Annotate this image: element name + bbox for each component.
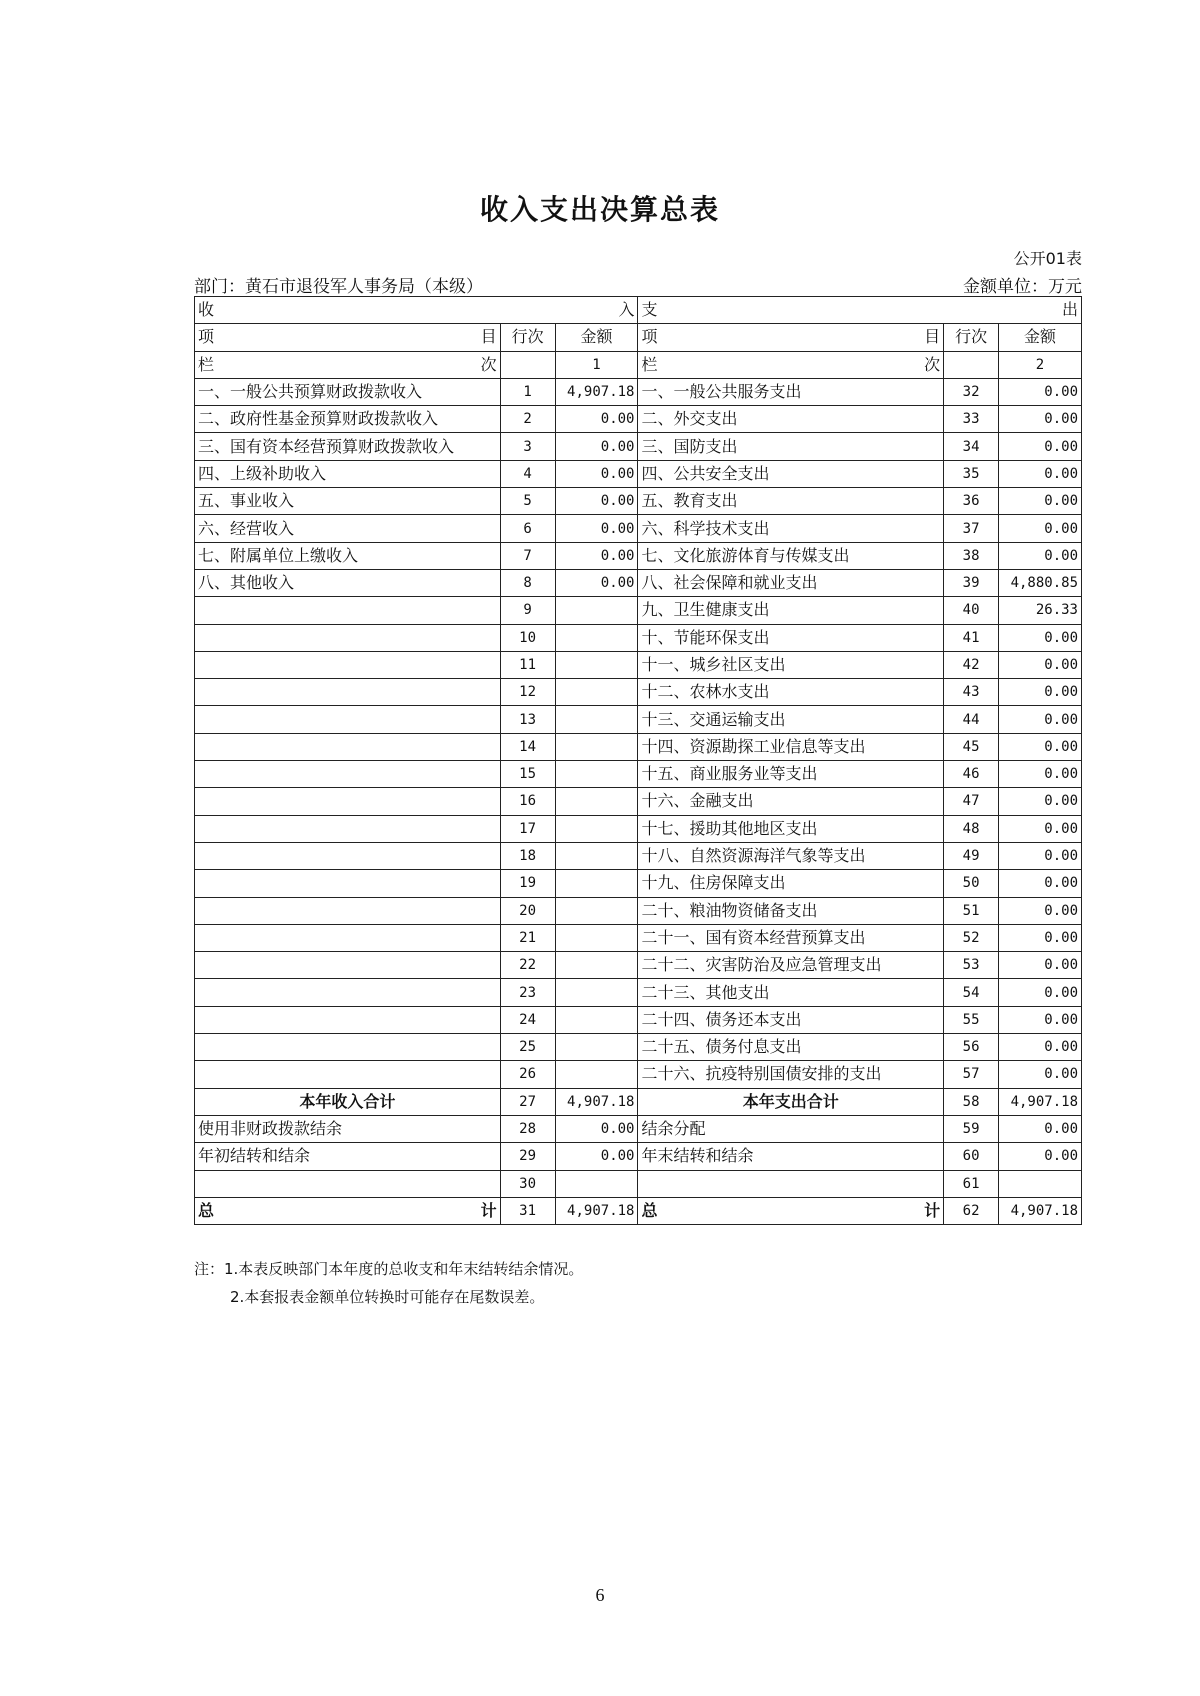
- income-line-no: 19: [500, 870, 555, 897]
- income-amount: [555, 924, 638, 951]
- expense-amount: 0.00: [999, 761, 1082, 788]
- expense-amount: 0.00: [999, 733, 1082, 760]
- note-2: 2.本套报表金额单位转换时可能存在尾数误差。: [230, 1288, 545, 1306]
- expense-amount: 0.00: [999, 815, 1082, 842]
- expense-section-header: 支 出: [638, 297, 1082, 324]
- income-amount: 0.00: [555, 406, 638, 433]
- subtotal-row: [195, 1088, 1082, 1115]
- income-item: 八、其他收入: [195, 569, 501, 596]
- income-item: 使用非财政拨款结余: [195, 1115, 501, 1142]
- income-item: 七、附属单位上缴收入: [195, 542, 501, 569]
- income-item: [195, 788, 501, 815]
- table-row: [195, 1006, 1082, 1033]
- table-row: [195, 433, 1082, 460]
- income-item: [195, 706, 501, 733]
- table-row: [195, 651, 1082, 678]
- expense-line-no: 48: [944, 815, 999, 842]
- income-amount: [555, 979, 638, 1006]
- income-line-no: 17: [500, 815, 555, 842]
- income-line-no: 14: [500, 733, 555, 760]
- expense-item: 十九、住房保障支出: [638, 870, 944, 897]
- income-item: [195, 761, 501, 788]
- income-item: [195, 597, 501, 624]
- expense-amount: 0.00: [999, 924, 1082, 951]
- income-line-no: 30: [500, 1170, 555, 1197]
- income-amount: 0.00: [555, 542, 638, 569]
- expense-line-no: 40: [944, 597, 999, 624]
- income-amount: [555, 706, 638, 733]
- expense-line-no: 41: [944, 624, 999, 651]
- income-line-no: 28: [500, 1115, 555, 1142]
- income-line-no: 24: [500, 1006, 555, 1033]
- form-number: 公开01表: [1013, 249, 1082, 268]
- income-line-no: 21: [500, 924, 555, 951]
- income-amount: 0.00: [555, 1143, 638, 1170]
- income-amount: 4,907.18: [555, 1088, 638, 1115]
- expense-line-no: 58: [944, 1088, 999, 1115]
- income-line-header: 行次: [500, 324, 555, 351]
- footnotes: [194, 1255, 583, 1311]
- expense-item: 十八、自然资源海洋气象等支出: [638, 842, 944, 869]
- income-line-no: 15: [500, 761, 555, 788]
- expense-line-no: 53: [944, 952, 999, 979]
- income-item: [195, 679, 501, 706]
- expense-item: 二十、粮油物资储备支出: [638, 897, 944, 924]
- expense-amount: 0.00: [999, 1061, 1082, 1088]
- income-total-label: 总 计: [195, 1197, 501, 1224]
- income-item: [195, 1170, 501, 1197]
- expense-item: 十四、资源勘探工业信息等支出: [638, 733, 944, 760]
- expense-line-no: 57: [944, 1061, 999, 1088]
- table-row: [195, 979, 1082, 1006]
- table-row: [195, 924, 1082, 951]
- income-line-no: 16: [500, 788, 555, 815]
- income-total-line-no: 31: [500, 1197, 555, 1224]
- expense-item: 十六、金融支出: [638, 788, 944, 815]
- department-label: 部门：黄石市退役军人事务局（本级）: [194, 277, 483, 297]
- income-item: 一、一般公共预算财政拨款收入: [195, 378, 501, 405]
- header-row-columns: [195, 324, 1082, 351]
- table-row: [195, 1034, 1082, 1061]
- expense-column-label: 栏 次: [638, 351, 944, 378]
- expense-line-no: 45: [944, 733, 999, 760]
- page-number: 6: [595, 1585, 605, 1605]
- income-amount: [555, 733, 638, 760]
- table-row: [195, 952, 1082, 979]
- income-item: [195, 979, 501, 1006]
- income-amount: [555, 597, 638, 624]
- income-amount: 0.00: [555, 433, 638, 460]
- table-row: [195, 542, 1082, 569]
- table-row: [195, 679, 1082, 706]
- expense-total-line-no: 62: [944, 1197, 999, 1224]
- income-amount: 4,907.18: [555, 378, 638, 405]
- expense-amount: 0.00: [999, 952, 1082, 979]
- expense-amount: 0.00: [999, 1006, 1082, 1033]
- income-item: [195, 897, 501, 924]
- expense-item: 四、公共安全支出: [638, 460, 944, 487]
- income-amount: [555, 870, 638, 897]
- income-line-no: 13: [500, 706, 555, 733]
- income-line-no: 6: [500, 515, 555, 542]
- income-amount: 0.00: [555, 488, 638, 515]
- expense-amount: 0.00: [999, 1034, 1082, 1061]
- expense-item: 六、科学技术支出: [638, 515, 944, 542]
- income-total-amount: 4,907.18: [555, 1197, 638, 1224]
- income-line-no: 22: [500, 952, 555, 979]
- expense-amount-header: 金额: [999, 324, 1082, 351]
- expense-line-no: 39: [944, 569, 999, 596]
- budget-summary-table: [194, 296, 1082, 1225]
- income-line-no: 25: [500, 1034, 555, 1061]
- amount-unit-label: 金额单位：万元: [963, 277, 1082, 297]
- expense-line-header: 行次: [944, 324, 999, 351]
- income-item: 五、事业收入: [195, 488, 501, 515]
- expense-item: 九、卫生健康支出: [638, 597, 944, 624]
- income-amount: [555, 815, 638, 842]
- income-amount: [555, 788, 638, 815]
- expense-column-number: 2: [999, 351, 1082, 378]
- income-item: 二、政府性基金预算财政拨款收入: [195, 406, 501, 433]
- income-amount: [555, 897, 638, 924]
- expense-amount: 0.00: [999, 679, 1082, 706]
- expense-total-label: 总 计: [638, 1197, 944, 1224]
- expense-line-no: 34: [944, 433, 999, 460]
- expense-item: 二、外交支出: [638, 406, 944, 433]
- note-1: 注：1.本表反映部门本年度的总收支和年末结转结余情况。: [194, 1260, 584, 1278]
- expense-amount: 0.00: [999, 706, 1082, 733]
- expense-amount: 4,880.85: [999, 569, 1082, 596]
- expense-item: 十一、城乡社区支出: [638, 651, 944, 678]
- income-line-no: 29: [500, 1143, 555, 1170]
- income-line-no: 10: [500, 624, 555, 651]
- table-row: [195, 842, 1082, 869]
- expense-amount: 0.00: [999, 651, 1082, 678]
- income-item: 六、经营收入: [195, 515, 501, 542]
- income-column-label: 栏 次: [195, 351, 501, 378]
- income-line-no: 26: [500, 1061, 555, 1088]
- expense-item: 本年支出合计: [638, 1088, 944, 1115]
- expense-item: 结余分配: [638, 1115, 944, 1142]
- expense-line-no: 56: [944, 1034, 999, 1061]
- expense-amount: [999, 1170, 1082, 1197]
- income-line-no: 20: [500, 897, 555, 924]
- expense-line-no: 49: [944, 842, 999, 869]
- income-column-number: 1: [555, 351, 638, 378]
- income-amount: [555, 1006, 638, 1033]
- income-item: 三、国有资本经营预算财政拨款收入: [195, 433, 501, 460]
- income-amount: 0.00: [555, 1115, 638, 1142]
- expense-item: 二十二、灾害防治及应急管理支出: [638, 952, 944, 979]
- report-title: 收入支出决算总表: [479, 193, 720, 226]
- expense-amount: 0.00: [999, 624, 1082, 651]
- income-line-no: 1: [500, 378, 555, 405]
- expense-amount: 0.00: [999, 897, 1082, 924]
- income-item: [195, 651, 501, 678]
- income-item: [195, 924, 501, 951]
- expense-amount: 0.00: [999, 460, 1082, 487]
- income-line-no: 23: [500, 979, 555, 1006]
- expense-line-no: 37: [944, 515, 999, 542]
- expense-line-no: 42: [944, 651, 999, 678]
- table-row: [195, 1170, 1082, 1197]
- income-item: 本年收入合计: [195, 1088, 501, 1115]
- income-amount: 0.00: [555, 515, 638, 542]
- income-line-no: 11: [500, 651, 555, 678]
- expense-amount: 0.00: [999, 870, 1082, 897]
- expense-item-header: 项 目: [638, 324, 944, 351]
- table-row: [195, 1061, 1082, 1088]
- expense-item: 十五、商业服务业等支出: [638, 761, 944, 788]
- expense-total-amount: 4,907.18: [999, 1197, 1082, 1224]
- income-amount: [555, 651, 638, 678]
- expense-line-no: 46: [944, 761, 999, 788]
- income-line-no: 3: [500, 433, 555, 460]
- income-amount: 0.00: [555, 569, 638, 596]
- expense-line-no: 55: [944, 1006, 999, 1033]
- expense-line-no: 60: [944, 1143, 999, 1170]
- income-item: 四、上级补助收入: [195, 460, 501, 487]
- expense-item: 二十六、抗疫特别国债安排的支出: [638, 1061, 944, 1088]
- income-line-no: 27: [500, 1088, 555, 1115]
- expense-amount: 26.33: [999, 597, 1082, 624]
- table-row: [195, 406, 1082, 433]
- expense-line-no: 59: [944, 1115, 999, 1142]
- income-amount-header: 金额: [555, 324, 638, 351]
- table-row: [195, 488, 1082, 515]
- expense-item: 八、社会保障和就业支出: [638, 569, 944, 596]
- expense-item: 二十五、债务付息支出: [638, 1034, 944, 1061]
- expense-line-no: 32: [944, 378, 999, 405]
- expense-item: 十二、农林水支出: [638, 679, 944, 706]
- income-line-no: 9: [500, 597, 555, 624]
- expense-line-no: 38: [944, 542, 999, 569]
- income-item: [195, 870, 501, 897]
- expense-amount: 0.00: [999, 788, 1082, 815]
- expense-amount: 0.00: [999, 378, 1082, 405]
- income-line-no: 12: [500, 679, 555, 706]
- expense-line-no: 44: [944, 706, 999, 733]
- income-line-no: 7: [500, 542, 555, 569]
- income-amount: 0.00: [555, 460, 638, 487]
- income-amount: [555, 1034, 638, 1061]
- table-row: [195, 761, 1082, 788]
- table-row: [195, 569, 1082, 596]
- expense-line-no: 51: [944, 897, 999, 924]
- expense-item: 二十一、国有资本经营预算支出: [638, 924, 944, 951]
- table-row: [195, 733, 1082, 760]
- header-row-section: [195, 297, 1082, 324]
- expense-line-no: 54: [944, 979, 999, 1006]
- table-row: [195, 788, 1082, 815]
- header-row-column-numbers: [195, 351, 1082, 378]
- table-row: [195, 1143, 1082, 1170]
- expense-line-no: 52: [944, 924, 999, 951]
- expense-item: 二十三、其他支出: [638, 979, 944, 1006]
- expense-item: 十七、援助其他地区支出: [638, 815, 944, 842]
- expense-item: 五、教育支出: [638, 488, 944, 515]
- income-amount: [555, 1170, 638, 1197]
- income-item: [195, 1006, 501, 1033]
- table-row: [195, 460, 1082, 487]
- expense-item: [638, 1170, 944, 1197]
- income-line-no: 4: [500, 460, 555, 487]
- income-item: 年初结转和结余: [195, 1143, 501, 1170]
- expense-amount: 0.00: [999, 515, 1082, 542]
- expense-item: 年末结转和结余: [638, 1143, 944, 1170]
- table-row: [195, 378, 1082, 405]
- income-item: [195, 733, 501, 760]
- expense-amount: 4,907.18: [999, 1088, 1082, 1115]
- income-amount: [555, 842, 638, 869]
- income-item: [195, 815, 501, 842]
- income-item: [195, 842, 501, 869]
- expense-line-no: 43: [944, 679, 999, 706]
- expense-line-no: 47: [944, 788, 999, 815]
- expense-item: 七、文化旅游体育与传媒支出: [638, 542, 944, 569]
- expense-amount: 0.00: [999, 406, 1082, 433]
- expense-amount: 0.00: [999, 488, 1082, 515]
- table-row: [195, 815, 1082, 842]
- grand-total-row: [195, 1197, 1082, 1224]
- expense-line-no: 36: [944, 488, 999, 515]
- expense-amount: 0.00: [999, 542, 1082, 569]
- income-section-header: 收 入: [195, 297, 638, 324]
- table-row: [195, 897, 1082, 924]
- expense-item: 十三、交通运输支出: [638, 706, 944, 733]
- income-amount: [555, 1061, 638, 1088]
- income-amount: [555, 624, 638, 651]
- income-line-no: 2: [500, 406, 555, 433]
- income-line-no: 8: [500, 569, 555, 596]
- income-amount: [555, 679, 638, 706]
- expense-amount: 0.00: [999, 842, 1082, 869]
- income-item: [195, 952, 501, 979]
- expense-amount: 0.00: [999, 1115, 1082, 1142]
- income-amount: [555, 761, 638, 788]
- expense-amount: 0.00: [999, 433, 1082, 460]
- table-row: [195, 597, 1082, 624]
- table-row: [195, 706, 1082, 733]
- expense-line-no: 50: [944, 870, 999, 897]
- expense-item: 一、一般公共服务支出: [638, 378, 944, 405]
- expense-line-no: 33: [944, 406, 999, 433]
- expense-amount: 0.00: [999, 979, 1082, 1006]
- income-amount: [555, 952, 638, 979]
- expense-line-no: 61: [944, 1170, 999, 1197]
- income-line-no: 5: [500, 488, 555, 515]
- expense-item: 十、节能环保支出: [638, 624, 944, 651]
- table-row: [195, 624, 1082, 651]
- expense-amount: 0.00: [999, 1143, 1082, 1170]
- income-item: [195, 1061, 501, 1088]
- expense-item: 二十四、债务还本支出: [638, 1006, 944, 1033]
- table-row: [195, 870, 1082, 897]
- expense-line-no: 35: [944, 460, 999, 487]
- table-row: [195, 515, 1082, 542]
- expense-item: 三、国防支出: [638, 433, 944, 460]
- income-item: [195, 1034, 501, 1061]
- table-row: [195, 1115, 1082, 1142]
- income-item: [195, 624, 501, 651]
- income-line-no: 18: [500, 842, 555, 869]
- income-item-header: 项 目: [195, 324, 501, 351]
